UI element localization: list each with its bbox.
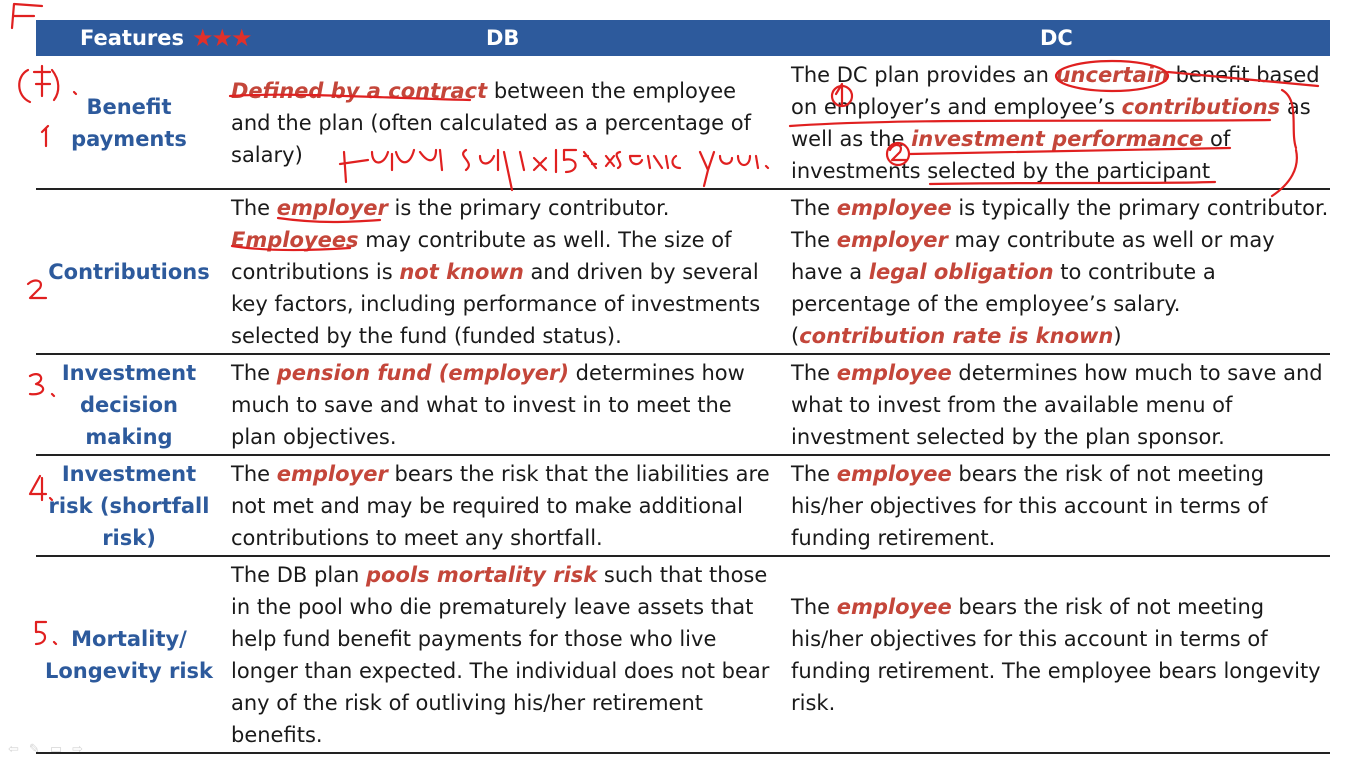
body-text: The [791, 361, 837, 385]
body-text: The [231, 462, 277, 486]
emphasis-text: legal obligation [868, 260, 1054, 284]
body-text: is the primary contributor. [387, 196, 670, 220]
row-divider [36, 752, 1330, 754]
dc-cell [791, 356, 1331, 454]
body-text: may contribute as well. The size of contributions is [231, 228, 732, 284]
emphasis-text: employee [836, 196, 952, 220]
body-text: between the employee and the plan (often calculated as a percentage of salary) [231, 79, 752, 167]
emphasis-text: investment performance [911, 127, 1204, 151]
body-text: The [231, 196, 277, 220]
db-cell [231, 191, 776, 353]
table-row [36, 457, 1330, 555]
table-row [36, 558, 1330, 752]
feature-label: Investment risk (shortfall risk) [48, 462, 210, 550]
body-text: benefit based on employer’s and employee’s [791, 63, 1320, 119]
emphasis-text: pools mortality risk [366, 563, 598, 587]
pen-icon[interactable]: ✎ [28, 741, 40, 757]
body-text: such that those in the pool who die prematurely leave assets that help fund benefit payments for those who live longer than expected. The individual does not bear any of the risk of outliving his/her retirement benefits. [231, 563, 770, 747]
body-text: The [791, 462, 837, 486]
emphasis-text: employer [836, 228, 948, 252]
body-text: The [791, 595, 837, 619]
body-text: to contribute a percentage of the employee’s salary. ( [791, 260, 1216, 348]
feature-label: Benefit payments [71, 95, 187, 151]
body-text: The [231, 361, 277, 385]
dc-cell [791, 558, 1331, 752]
body-text: ) [1113, 324, 1122, 348]
emphasis-text: Employees [231, 228, 359, 252]
row-divider [36, 353, 1330, 355]
table-row [36, 356, 1330, 454]
row-divider [36, 555, 1330, 557]
body-text: is typically the primary contributor. The [791, 196, 1329, 252]
header-db: DB [486, 26, 520, 50]
db-cell [231, 356, 776, 454]
db-cell [231, 457, 776, 555]
emphasis-text: uncertain [1055, 63, 1169, 87]
table-row [36, 58, 1330, 188]
emphasis-text: employee [836, 462, 952, 486]
back-arrow-icon[interactable]: ⇦ [8, 741, 19, 757]
emphasis-text: contributions [1121, 95, 1281, 119]
table-row [36, 191, 1330, 353]
star-icons: ★★★ [192, 24, 251, 52]
body-text: of investments selected by the participant [791, 127, 1231, 183]
dc-cell [791, 457, 1331, 555]
dc-cell [791, 191, 1331, 353]
body-text: determines how much to save and what to invest from the available menu of investment selected by the plan sponsor. [791, 361, 1323, 449]
feature-label: Contributions [48, 260, 210, 284]
body-text: and driven by several key factors, including performance of investments selected by the fund (funded status). [231, 260, 761, 348]
row-divider [36, 188, 1330, 190]
row-divider [36, 454, 1330, 456]
body-text: may contribute as well or may have a [791, 228, 1275, 284]
body-text: bears the risk of not meeting his/her objectives for this account in terms of funding retirement. [791, 462, 1268, 550]
emphasis-text: contribution rate is known [799, 324, 1114, 348]
presentation-toolbar [8, 740, 128, 758]
header-dc: DC [1040, 26, 1073, 50]
db-cell [231, 558, 776, 752]
header-features: Features [80, 26, 184, 50]
body-text: The DC plan provides an [791, 63, 1056, 87]
body-text: The [791, 196, 837, 220]
forward-icon[interactable]: ⇨ [72, 741, 84, 757]
dc-cell [791, 58, 1331, 188]
menu-icon[interactable]: ▭ [49, 741, 63, 757]
db-cell [231, 58, 776, 188]
body-text: bears the risk that the liabilities are not met and may be required to make additional contributions to meet any shortfall. [231, 462, 770, 550]
emphasis-text: Defined by a contract [231, 79, 488, 103]
emphasis-text: pension fund (employer) [276, 361, 569, 385]
emphasis-text: employer [276, 196, 388, 220]
body-text: The DB plan [231, 563, 367, 587]
body-text: as well as the [791, 95, 1311, 151]
feature-label: Mortality/ Longevity risk [45, 627, 213, 683]
emphasis-text: employee [836, 595, 952, 619]
feature-label: Investment decision making [61, 361, 197, 449]
body-text: determines how much to save and what to invest in to meet the plan objectives. [231, 361, 745, 449]
emphasis-text: not known [399, 260, 524, 284]
emphasis-text: employee [836, 361, 952, 385]
table-header [36, 20, 1330, 56]
emphasis-text: employer [276, 462, 388, 486]
body-text: bears the risk of not meeting his/her objectives for this account in terms of funding retirement. The employee bears longevity risk. [791, 595, 1321, 715]
